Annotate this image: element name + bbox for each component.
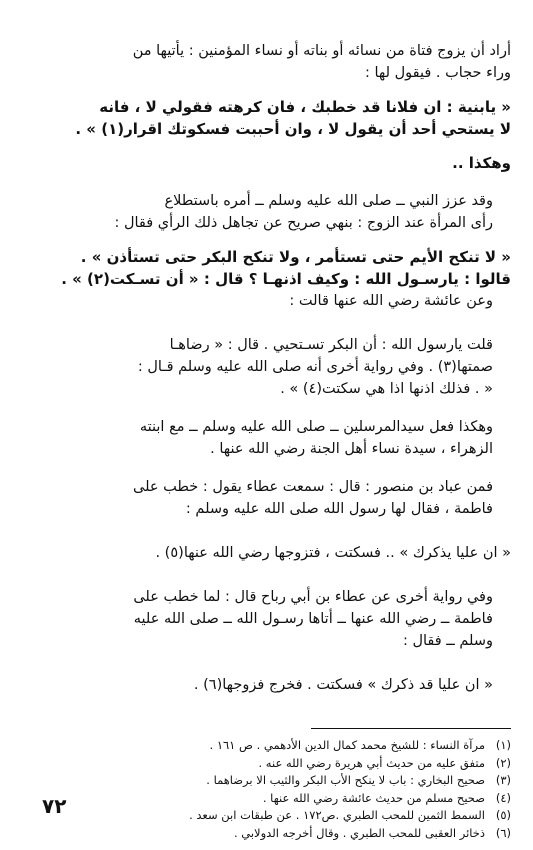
text-line: فاطمة ــ رضي الله عنها ــ أتاها رسـول الله ــ صلى الله عليه xyxy=(133,611,493,627)
footnote-text: متفق عليه من حديث أبي هريرة رضي الله عنه . xyxy=(258,755,485,770)
text-line: قالوا : يارسـول الله : وكيف اذنهـا ؟ قال : « أن تسـكت(٢) » . xyxy=(61,270,511,288)
paragraph xyxy=(32,246,511,290)
text-line: « . فذلك اذنها اذا هي سكتت(٤) » . xyxy=(280,381,493,397)
body-text xyxy=(32,40,511,696)
footnote-number: (٥) xyxy=(495,808,511,822)
text-line: وراء حجاب . فيقول لها : xyxy=(365,65,511,81)
footnote-text: مرآة النساء : للشيخ محمد كمال الدين الأدهمي . ص ١٦١ . xyxy=(209,738,485,752)
text-line: فمن عباد بن منصور : قال : سمعت عطاء يقول : خطب على xyxy=(133,479,493,495)
footnote-text: السمط الثمين للمحب الطبري .ص١٧٢ . عن طبقات ابن سعد . xyxy=(189,808,485,822)
text-line: وفي رواية أخرى عن عطاء بن أبي رباح قال : لما خطب على xyxy=(133,589,493,605)
paragraph xyxy=(32,476,511,520)
paragraph xyxy=(32,40,511,84)
text-line: أراد أن يزوج فتاة من نسائه أو بناته أو نساء المؤمنين : يأتيها من xyxy=(132,43,511,59)
text-line: « ان عليا يذكرك » .. فسكتت ، فتزوجها رضي الله عنها(٥) . xyxy=(155,545,511,561)
paragraph xyxy=(32,674,511,696)
text-line: وعن عائشة رضي الله عنها قالت : xyxy=(289,293,493,309)
footnote-number: (٣) xyxy=(495,773,511,787)
footnote xyxy=(32,807,511,825)
footnote-divider xyxy=(311,728,511,729)
footnote-number: (٦) xyxy=(495,825,511,840)
footnote xyxy=(32,737,511,755)
footnote-text: ذخائر العقبى للمحب الطبري . وقال أخرجه الدولابي . xyxy=(233,825,485,840)
footnote xyxy=(32,825,511,843)
paragraph xyxy=(32,542,511,564)
text-line: لا يستحي أحد أن يقول لا ، وان أحببت فسكوتك اقرار(١) » . xyxy=(75,120,511,138)
paragraph xyxy=(32,152,511,174)
footnote xyxy=(32,755,511,773)
paragraph xyxy=(32,334,511,400)
text-line: وقد عزز النبي ــ صلى الله عليه وسلم ــ أمره باستطلاع xyxy=(164,193,493,209)
paragraph xyxy=(32,96,511,140)
paragraph xyxy=(32,586,511,652)
text-line: وسلم ــ فقال : xyxy=(402,633,493,649)
text-line: فاطمة ، فقال لها رسول الله صلى الله عليه وسلم : xyxy=(185,501,493,517)
page-number: ٧٢ xyxy=(42,794,67,818)
text-line: الزهراء ، سيدة نساء أهل الجنة رضي الله عنها . xyxy=(210,441,493,457)
paragraph xyxy=(32,190,511,234)
footnote xyxy=(32,772,511,790)
text-line: وهكذا .. xyxy=(452,154,511,172)
text-line: صمتها(٣) . وفي رواية أخرى أنه صلى الله عليه وسلم قـال : xyxy=(137,359,493,375)
footnote-number: (٤) xyxy=(495,790,511,805)
text-line: « ان عليا قد ذكرك » فسكتت . فخرج فزوجها(٦) . xyxy=(193,677,493,693)
footnotes xyxy=(32,737,511,842)
paragraph xyxy=(32,416,511,460)
footnote-text: صحيح البخاري : باب لا ينكح الأب البكر والثيب الا برضاهما . xyxy=(206,773,485,787)
text-line: قلت يارسول الله : أن البكر تسـتحيي . قال : « رضاهـا xyxy=(169,337,493,353)
paragraph xyxy=(32,290,511,312)
footnote-text: صحيح مسلم من حديث عائشة رضي الله عنها . xyxy=(262,790,485,805)
footnote-number: (١) xyxy=(495,738,511,752)
footnote xyxy=(32,790,511,808)
text-line: وهكذا فعل سيدالمرسلين ــ صلى الله عليه وسلم ــ مع ابنته xyxy=(139,419,493,435)
text-line: « لا تنكح الأيم حتى تستأمر ، ولا تنكح البكر حتى تستأذن » . xyxy=(80,248,511,266)
text-line: رأى المرأة عند الزوج : بنهي صريح عن تجاهل ذلك الرأي فقال : xyxy=(114,215,493,231)
text-line: « يابنية : ان فلانا قد خطبك ، فان كرهته فقولي لا ، فانه xyxy=(99,98,511,116)
footnote-number: (٢) xyxy=(495,755,511,770)
